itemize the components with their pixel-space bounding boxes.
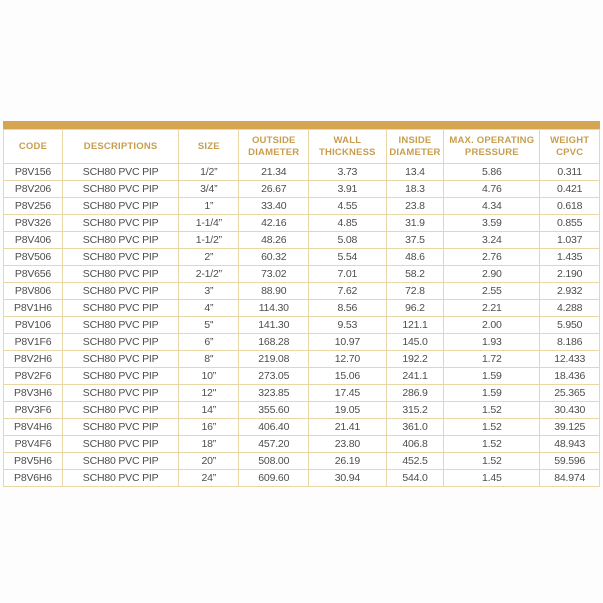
cell-size: 4” bbox=[179, 300, 239, 317]
cell-code: P8V656 bbox=[4, 266, 63, 283]
cell-outside-diameter: 114.30 bbox=[239, 300, 309, 317]
table-row bbox=[4, 470, 600, 487]
cell-weight-cpvc: 30.430 bbox=[540, 402, 600, 419]
column-header-max-operating-pressure: MAX. OPERATING PRESSURE bbox=[444, 130, 540, 164]
cell-inside-diameter: 406.8 bbox=[386, 436, 444, 453]
cell-descriptions: SCH80 PVC PIP bbox=[63, 317, 179, 334]
cell-code: P8V1H6 bbox=[4, 300, 63, 317]
table-row bbox=[4, 368, 600, 385]
cell-inside-diameter: 96.2 bbox=[386, 300, 444, 317]
cell-code: P8V6H6 bbox=[4, 470, 63, 487]
table-row bbox=[4, 266, 600, 283]
cell-weight-cpvc: 1.037 bbox=[540, 232, 600, 249]
cell-size: 1-1/4” bbox=[179, 215, 239, 232]
cell-wall-thickness: 4.85 bbox=[309, 215, 386, 232]
cell-outside-diameter: 508.00 bbox=[239, 453, 309, 470]
cell-inside-diameter: 31.9 bbox=[386, 215, 444, 232]
cell-wall-thickness: 19.05 bbox=[309, 402, 386, 419]
cell-weight-cpvc: 0.421 bbox=[540, 181, 600, 198]
table-row bbox=[4, 402, 600, 419]
table-row bbox=[4, 215, 600, 232]
cell-max-operating-pressure: 2.55 bbox=[444, 283, 540, 300]
cell-inside-diameter: 286.9 bbox=[386, 385, 444, 402]
pipe-spec-table bbox=[3, 129, 600, 487]
cell-descriptions: SCH80 PVC PIP bbox=[63, 385, 179, 402]
cell-inside-diameter: 37.5 bbox=[386, 232, 444, 249]
cell-size: 1” bbox=[179, 198, 239, 215]
table-row bbox=[4, 385, 600, 402]
table-row bbox=[4, 317, 600, 334]
cell-outside-diameter: 406.40 bbox=[239, 419, 309, 436]
cell-wall-thickness: 5.08 bbox=[309, 232, 386, 249]
cell-descriptions: SCH80 PVC PIP bbox=[63, 181, 179, 198]
cell-max-operating-pressure: 1.93 bbox=[444, 334, 540, 351]
cell-code: P8V106 bbox=[4, 317, 63, 334]
cell-weight-cpvc: 0.855 bbox=[540, 215, 600, 232]
cell-wall-thickness: 5.54 bbox=[309, 249, 386, 266]
cell-max-operating-pressure: 1.72 bbox=[444, 351, 540, 368]
cell-weight-cpvc: 84.974 bbox=[540, 470, 600, 487]
cell-size: 16” bbox=[179, 419, 239, 436]
cell-outside-diameter: 168.28 bbox=[239, 334, 309, 351]
cell-code: P8V506 bbox=[4, 249, 63, 266]
cell-code: P8V156 bbox=[4, 164, 63, 181]
cell-inside-diameter: 241.1 bbox=[386, 368, 444, 385]
table-row bbox=[4, 181, 600, 198]
cell-wall-thickness: 4.55 bbox=[309, 198, 386, 215]
cell-wall-thickness: 7.01 bbox=[309, 266, 386, 283]
cell-code: P8V2H6 bbox=[4, 351, 63, 368]
cell-wall-thickness: 30.94 bbox=[309, 470, 386, 487]
cell-inside-diameter: 72.8 bbox=[386, 283, 444, 300]
cell-inside-diameter: 18.3 bbox=[386, 181, 444, 198]
cell-outside-diameter: 88.90 bbox=[239, 283, 309, 300]
cell-max-operating-pressure: 1.52 bbox=[444, 419, 540, 436]
cell-code: P8V3H6 bbox=[4, 385, 63, 402]
table-row bbox=[4, 232, 600, 249]
cell-code: P8V5H6 bbox=[4, 453, 63, 470]
cell-descriptions: SCH80 PVC PIP bbox=[63, 198, 179, 215]
cell-weight-cpvc: 59.596 bbox=[540, 453, 600, 470]
cell-inside-diameter: 48.6 bbox=[386, 249, 444, 266]
cell-wall-thickness: 23.80 bbox=[309, 436, 386, 453]
cell-wall-thickness: 10.97 bbox=[309, 334, 386, 351]
cell-code: P8V4H6 bbox=[4, 419, 63, 436]
cell-inside-diameter: 544.0 bbox=[386, 470, 444, 487]
cell-size: 2-1/2” bbox=[179, 266, 239, 283]
cell-max-operating-pressure: 2.76 bbox=[444, 249, 540, 266]
cell-outside-diameter: 355.60 bbox=[239, 402, 309, 419]
cell-weight-cpvc: 1.435 bbox=[540, 249, 600, 266]
cell-inside-diameter: 23.8 bbox=[386, 198, 444, 215]
table-row bbox=[4, 164, 600, 181]
cell-descriptions: SCH80 PVC PIP bbox=[63, 402, 179, 419]
cell-inside-diameter: 58.2 bbox=[386, 266, 444, 283]
cell-descriptions: SCH80 PVC PIP bbox=[63, 436, 179, 453]
cell-descriptions: SCH80 PVC PIP bbox=[63, 249, 179, 266]
cell-inside-diameter: 145.0 bbox=[386, 334, 444, 351]
cell-outside-diameter: 457.20 bbox=[239, 436, 309, 453]
cell-max-operating-pressure: 2.21 bbox=[444, 300, 540, 317]
cell-outside-diameter: 26.67 bbox=[239, 181, 309, 198]
cell-outside-diameter: 141.30 bbox=[239, 317, 309, 334]
table-header-row bbox=[4, 130, 600, 164]
cell-max-operating-pressure: 1.59 bbox=[444, 385, 540, 402]
cell-weight-cpvc: 25.365 bbox=[540, 385, 600, 402]
cell-max-operating-pressure: 1.59 bbox=[444, 368, 540, 385]
table-accent-bar bbox=[3, 121, 600, 129]
cell-weight-cpvc: 0.311 bbox=[540, 164, 600, 181]
cell-wall-thickness: 3.73 bbox=[309, 164, 386, 181]
cell-size: 5'' bbox=[179, 317, 239, 334]
cell-size: 3” bbox=[179, 283, 239, 300]
cell-descriptions: SCH80 PVC PIP bbox=[63, 470, 179, 487]
cell-code: P8V406 bbox=[4, 232, 63, 249]
cell-code: P8V1F6 bbox=[4, 334, 63, 351]
cell-code: P8V3F6 bbox=[4, 402, 63, 419]
cell-size: 3/4” bbox=[179, 181, 239, 198]
cell-size: 14” bbox=[179, 402, 239, 419]
cell-code: P8V806 bbox=[4, 283, 63, 300]
cell-descriptions: SCH80 PVC PIP bbox=[63, 368, 179, 385]
cell-descriptions: SCH80 PVC PIP bbox=[63, 215, 179, 232]
table-row bbox=[4, 351, 600, 368]
cell-code: P8V206 bbox=[4, 181, 63, 198]
table-row bbox=[4, 419, 600, 436]
cell-size: 12'' bbox=[179, 385, 239, 402]
cell-code: P8V326 bbox=[4, 215, 63, 232]
cell-size: 2” bbox=[179, 249, 239, 266]
cell-weight-cpvc: 18.436 bbox=[540, 368, 600, 385]
cell-weight-cpvc: 48.943 bbox=[540, 436, 600, 453]
cell-max-operating-pressure: 1.52 bbox=[444, 436, 540, 453]
cell-size: 1-1/2” bbox=[179, 232, 239, 249]
cell-descriptions: SCH80 PVC PIP bbox=[63, 453, 179, 470]
cell-weight-cpvc: 0.618 bbox=[540, 198, 600, 215]
column-header-inside-diameter: INSIDE DIAMETER bbox=[386, 130, 444, 164]
cell-max-operating-pressure: 1.52 bbox=[444, 453, 540, 470]
cell-descriptions: SCH80 PVC PIP bbox=[63, 283, 179, 300]
cell-max-operating-pressure: 4.76 bbox=[444, 181, 540, 198]
cell-wall-thickness: 21.41 bbox=[309, 419, 386, 436]
cell-inside-diameter: 361.0 bbox=[386, 419, 444, 436]
cell-size: 20” bbox=[179, 453, 239, 470]
cell-outside-diameter: 42.16 bbox=[239, 215, 309, 232]
cell-inside-diameter: 315.2 bbox=[386, 402, 444, 419]
table-row bbox=[4, 283, 600, 300]
cell-wall-thickness: 9.53 bbox=[309, 317, 386, 334]
cell-max-operating-pressure: 2.90 bbox=[444, 266, 540, 283]
cell-descriptions: SCH80 PVC PIP bbox=[63, 334, 179, 351]
cell-weight-cpvc: 8.186 bbox=[540, 334, 600, 351]
cell-size: 10” bbox=[179, 368, 239, 385]
cell-outside-diameter: 609.60 bbox=[239, 470, 309, 487]
cell-wall-thickness: 12.70 bbox=[309, 351, 386, 368]
cell-code: P8V4F6 bbox=[4, 436, 63, 453]
column-header-size: SIZE bbox=[179, 130, 239, 164]
cell-descriptions: SCH80 PVC PIP bbox=[63, 351, 179, 368]
table-row bbox=[4, 249, 600, 266]
table-header bbox=[4, 130, 600, 164]
cell-wall-thickness: 26.19 bbox=[309, 453, 386, 470]
cell-inside-diameter: 121.1 bbox=[386, 317, 444, 334]
column-header-outside-diameter: OUTSIDE DIAMETER bbox=[239, 130, 309, 164]
cell-wall-thickness: 8.56 bbox=[309, 300, 386, 317]
cell-weight-cpvc: 4.288 bbox=[540, 300, 600, 317]
cell-weight-cpvc: 12.433 bbox=[540, 351, 600, 368]
table-row bbox=[4, 436, 600, 453]
cell-max-operating-pressure: 5.86 bbox=[444, 164, 540, 181]
cell-outside-diameter: 48.26 bbox=[239, 232, 309, 249]
table-row bbox=[4, 300, 600, 317]
cell-descriptions: SCH80 PVC PIP bbox=[63, 232, 179, 249]
cell-wall-thickness: 3.91 bbox=[309, 181, 386, 198]
cell-weight-cpvc: 5.950 bbox=[540, 317, 600, 334]
cell-code: P8V256 bbox=[4, 198, 63, 215]
cell-size: 8'' bbox=[179, 351, 239, 368]
cell-max-operating-pressure: 3.59 bbox=[444, 215, 540, 232]
column-header-code: CODE bbox=[4, 130, 63, 164]
cell-max-operating-pressure: 4.34 bbox=[444, 198, 540, 215]
cell-inside-diameter: 192.2 bbox=[386, 351, 444, 368]
cell-size: 1/2” bbox=[179, 164, 239, 181]
cell-max-operating-pressure: 1.45 bbox=[444, 470, 540, 487]
cell-outside-diameter: 21.34 bbox=[239, 164, 309, 181]
cell-inside-diameter: 452.5 bbox=[386, 453, 444, 470]
cell-outside-diameter: 33.40 bbox=[239, 198, 309, 215]
column-header-weight-cpvc: WEIGHT CPVC bbox=[540, 130, 600, 164]
cell-wall-thickness: 7.62 bbox=[309, 283, 386, 300]
column-header-descriptions: DESCRIPTIONS bbox=[63, 130, 179, 164]
cell-weight-cpvc: 2.932 bbox=[540, 283, 600, 300]
cell-descriptions: SCH80 PVC PIP bbox=[63, 300, 179, 317]
cell-max-operating-pressure: 2.00 bbox=[444, 317, 540, 334]
cell-descriptions: SCH80 PVC PIP bbox=[63, 164, 179, 181]
cell-wall-thickness: 17.45 bbox=[309, 385, 386, 402]
column-header-wall-thickness: WALL THICKNESS bbox=[309, 130, 386, 164]
cell-outside-diameter: 273.05 bbox=[239, 368, 309, 385]
table-row bbox=[4, 453, 600, 470]
cell-outside-diameter: 219.08 bbox=[239, 351, 309, 368]
cell-weight-cpvc: 39.125 bbox=[540, 419, 600, 436]
table-body bbox=[4, 164, 600, 487]
cell-code: P8V2F6 bbox=[4, 368, 63, 385]
cell-inside-diameter: 13.4 bbox=[386, 164, 444, 181]
cell-weight-cpvc: 2.190 bbox=[540, 266, 600, 283]
cell-size: 18” bbox=[179, 436, 239, 453]
cell-max-operating-pressure: 3.24 bbox=[444, 232, 540, 249]
cell-outside-diameter: 323.85 bbox=[239, 385, 309, 402]
cell-wall-thickness: 15.06 bbox=[309, 368, 386, 385]
cell-descriptions: SCH80 PVC PIP bbox=[63, 419, 179, 436]
table-row bbox=[4, 334, 600, 351]
pipe-spec-table-container bbox=[3, 121, 600, 487]
cell-outside-diameter: 60.32 bbox=[239, 249, 309, 266]
cell-size: 24” bbox=[179, 470, 239, 487]
cell-outside-diameter: 73.02 bbox=[239, 266, 309, 283]
table-row bbox=[4, 198, 600, 215]
cell-descriptions: SCH80 PVC PIP bbox=[63, 266, 179, 283]
cell-size: 6” bbox=[179, 334, 239, 351]
cell-max-operating-pressure: 1.52 bbox=[444, 402, 540, 419]
